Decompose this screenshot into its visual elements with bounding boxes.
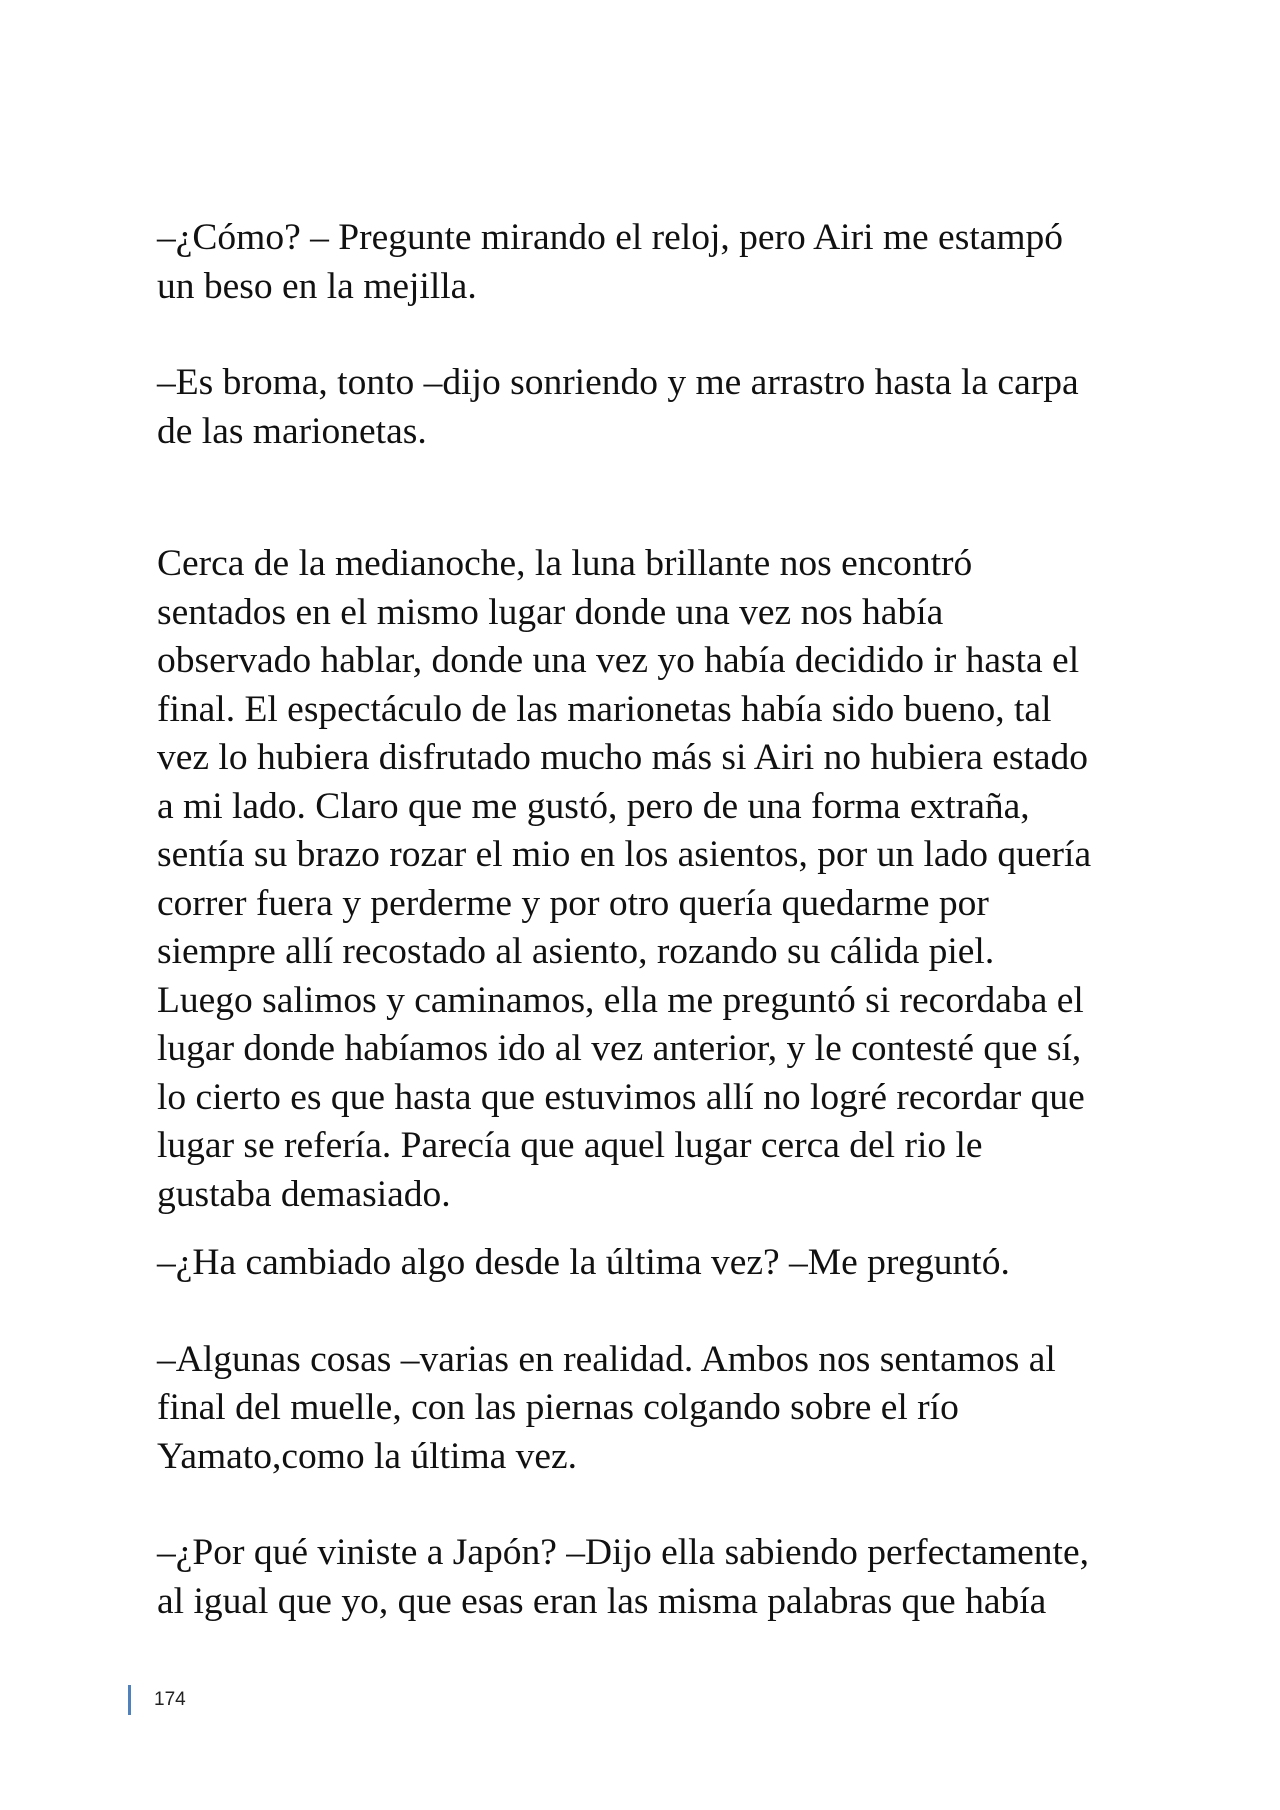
paragraph-spacer [157, 1219, 1147, 1239]
text-line: final del muelle, con las piernas colgando sobre el río [157, 1387, 959, 1428]
paragraph-6 [157, 1529, 1147, 1626]
text-line: un beso en la mejilla. [157, 265, 477, 307]
paragraph-spacer [157, 456, 1147, 540]
text-line: –¿Por qué viniste a Japón? –Dijo ella sabiendo perfectamente, [157, 1532, 1089, 1573]
text-line: de las marionetas. [157, 410, 427, 452]
text-line: –¿Ha cambiado algo desde la última vez? –Me preguntó. [157, 1242, 1010, 1283]
text-line: –Es broma, tonto –dijo sonriendo y me arrastro hasta la carpa [157, 362, 1079, 403]
text-line: correr fuera y perderme y por otro quería quedarme por [157, 882, 989, 924]
paragraph-1 [157, 214, 1147, 311]
text-line: sentía su brazo rozar el mio en los asientos, por un lado quería [157, 834, 1092, 875]
paragraph-spacer [157, 1288, 1147, 1336]
footer-accent-bar [128, 1685, 131, 1715]
text-line: lo cierto es que hasta que estuvimos allí no logré recordar que [157, 1076, 1085, 1118]
text-line: Cerca de la medianoche, la luna brillante nos encontró [157, 543, 973, 584]
text-line: lugar donde habíamos ido al vez anterior, y le contesté que sí, [157, 1028, 1082, 1069]
paragraph-4 [157, 1239, 1147, 1288]
paragraph-2 [157, 359, 1147, 456]
paragraph-spacer [157, 1481, 1147, 1529]
paragraph-spacer [157, 311, 1147, 359]
paragraph-3 [157, 540, 1147, 1219]
page-number: 174 [154, 1689, 186, 1710]
text-line: observado hablar, donde una vez yo había decidido ir hasta el [157, 640, 1080, 681]
text-line: gustaba demasiado. [157, 1173, 451, 1215]
text-line: –¿Cómo? – Pregunte mirando el reloj, pero Airi me estampó [157, 217, 1064, 258]
text-line: Luego salimos y caminamos, ella me preguntó si recordaba el [157, 979, 1084, 1021]
text-line: sentados en el mismo lugar donde una vez nos había [157, 591, 944, 633]
text-line: Yamato,como la última vez. [157, 1435, 578, 1477]
text-line: al igual que yo, que esas eran las misma palabras que había [157, 1580, 1047, 1622]
text-line: lugar se refería. Parecía que aquel lugar cerca del rio le [157, 1125, 983, 1166]
page-footer [128, 1685, 186, 1715]
text-line: a mi lado. Claro que me gustó, pero de una forma extraña, [157, 785, 1030, 827]
paragraph-5 [157, 1336, 1147, 1482]
body-text [157, 214, 1147, 1626]
text-line: –Algunas cosas –varias en realidad. Ambos nos sentamos al [157, 1338, 1056, 1380]
text-line: vez lo hubiera disfrutado mucho más si Airi no hubiera estado [157, 737, 1089, 778]
text-line: siempre allí recostado al asiento, rozando su cálida piel. [157, 931, 995, 972]
text-line: final. El espectáculo de las marionetas había sido bueno, tal [157, 688, 1052, 730]
